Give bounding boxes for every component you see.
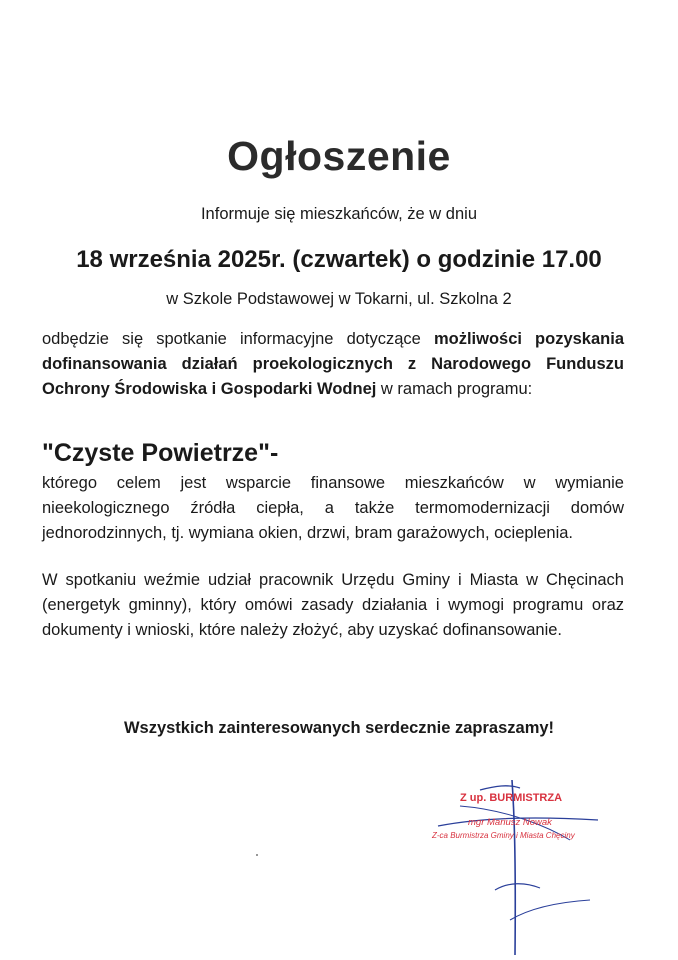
- program-description: którego celem jest wsparcie finansowe mieszkańców w wymianie nieekologicznego źródła ciepła, a także termomodernizacji domów jednorodzinnych, tj. wymiana okien, drzwi, bram garażowych, ocieplenia.: [42, 474, 624, 542]
- topic-text-end: w ramach programu:: [376, 380, 533, 398]
- meeting-place: w Szkole Podstawowej w Tokarni, ul. Szkolna 2: [166, 290, 512, 308]
- stamp-name: mgr Mariusz Nowak: [468, 817, 552, 828]
- page-title: Ogłoszenie: [227, 133, 451, 179]
- closing-invitation: Wszystkich zainteresowanych serdecznie zapraszamy!: [123, 719, 555, 737]
- signature-stamp: [420, 770, 620, 960]
- meeting-date: 18 września 2025r. (czwartek) o godzinie 17.00: [76, 246, 602, 273]
- paragraph-program: [42, 439, 624, 546]
- paragraph-presenter: W spotkaniu weźmie udział pracownik Urzędu Gminy i Miasta w Chęcinach (energetyk gminny), który omówi zasady działania i wymogi programu oraz dokumenty i wnioski, które należy złożyć, aby uzyskać dofinansowanie.: [42, 571, 624, 639]
- program-name: "Czyste Powietrze"-: [42, 439, 279, 467]
- stamp-title: Z up. BURMISTRZA: [460, 792, 563, 804]
- topic-text-start: odbędzie się spotkanie informacyjne dotyczące: [42, 330, 434, 348]
- paragraph-meeting-topic: [42, 327, 624, 402]
- stamp-role: Z-ca Burmistrza Gminy i Miasta Chęciny: [432, 831, 575, 840]
- topic-bold-text: możliwości pozyskania dofinansowania działań proekologicznych z Narodowego Funduszu Ochrony Środowiska i Gospodarki Wodnej: [42, 330, 624, 398]
- intro-line: Informuje się mieszkańców, że w dniu: [200, 205, 478, 223]
- scan-speck: [256, 854, 258, 856]
